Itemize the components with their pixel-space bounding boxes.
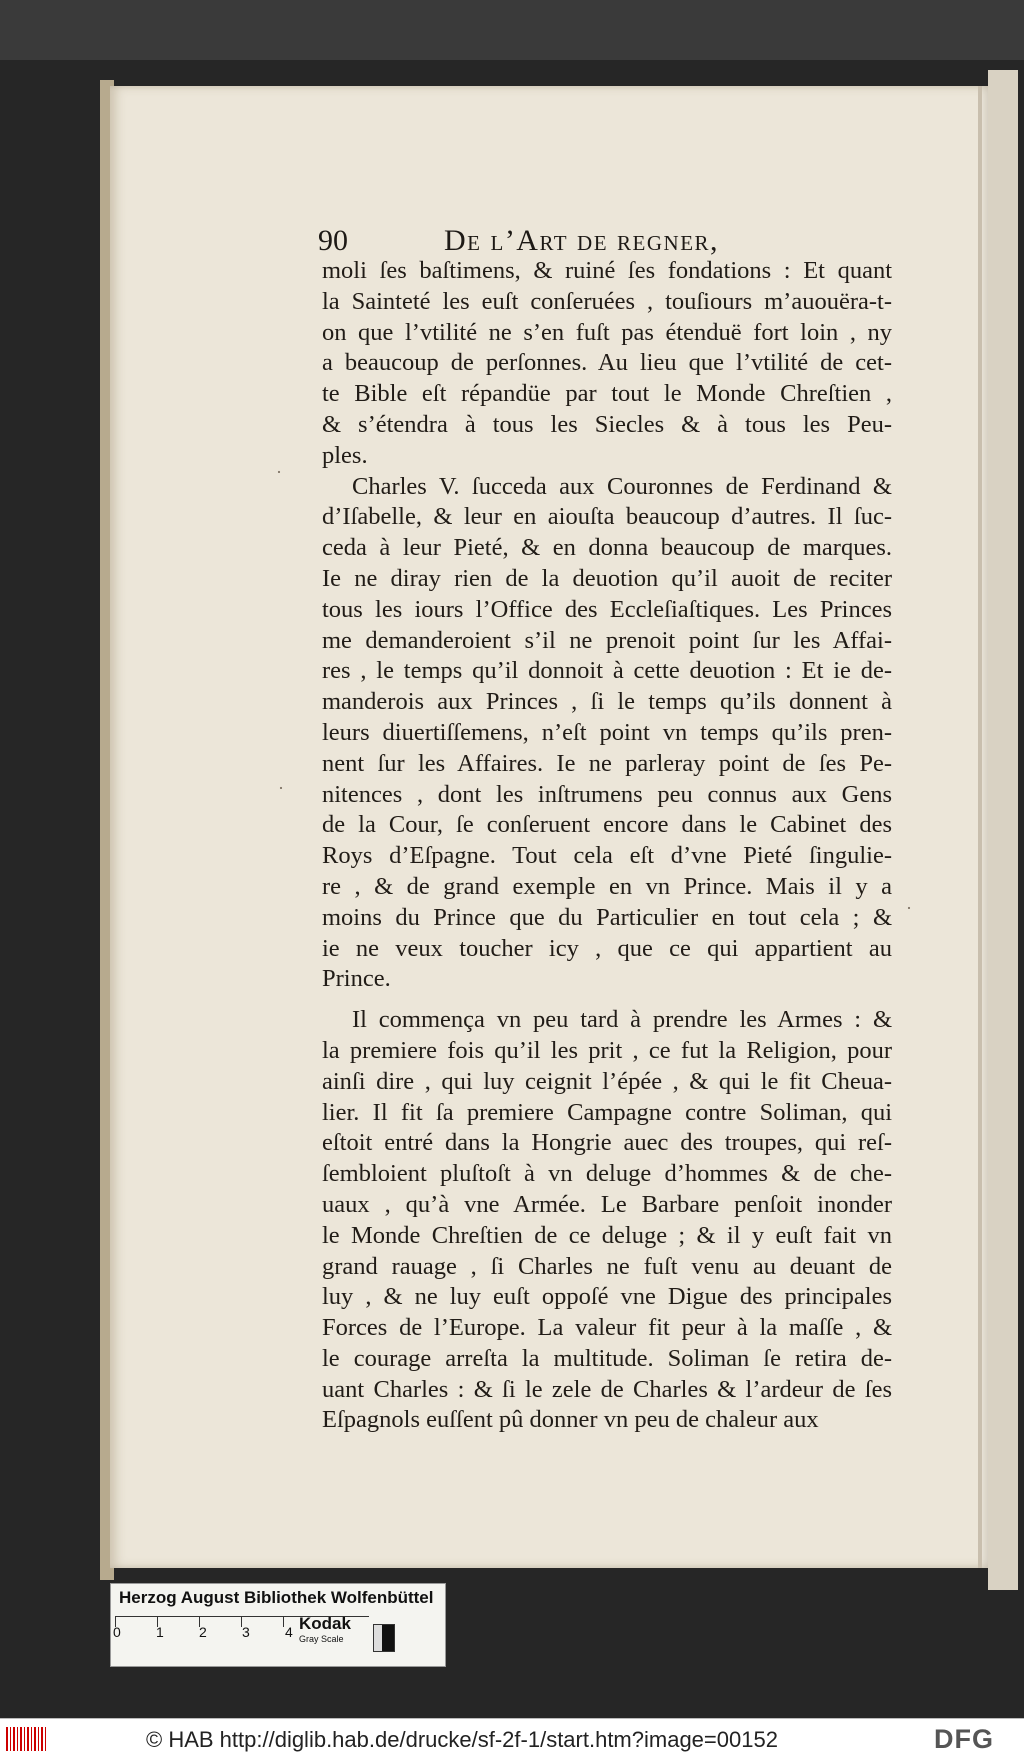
- gray-swatch: [373, 1624, 395, 1652]
- text-line: me demanderoient s’il ne prenoit point ſur les Affai-: [322, 626, 892, 654]
- text-line: Eſpagnols euſſent pû donner vn peu de chaleur aux: [322, 1406, 819, 1434]
- text-line: a beaucoup de perſonnes. Au lieu que l’vtilité de cet-: [322, 349, 892, 377]
- margin-mark: ·: [278, 778, 284, 798]
- text-line: ie ne veux toucher icy , que ce qui appartient au: [322, 934, 892, 962]
- text-line: nent ſur les Affaires. Ie ne parleray point de ſes Pe-: [322, 749, 892, 777]
- text-line: uaux , qu’à vne Armée. Le Barbare penſoit inonder: [322, 1190, 892, 1218]
- text-line: leurs diuertiſſemens, n’eſt point vn temps qu’ils pren-: [322, 718, 892, 746]
- ruler-number: 2: [199, 1624, 207, 1640]
- scan-background-top: [0, 0, 1024, 60]
- text-line: Ie ne diray rien de la deuotion qu’il auoit de reciter: [322, 564, 892, 592]
- copyright-link[interactable]: © HAB http://diglib.hab.de/drucke/sf-2f-1/start.htm?image=00152: [146, 1727, 778, 1752]
- barcode-icon: [6, 1727, 46, 1751]
- text-line: Charles V. ſucceda aux Couronnes de Ferdinand &: [352, 472, 892, 500]
- text-line: ceda à leur Pieté, & en donna beaucoup de marques.: [322, 534, 892, 562]
- text-line: lier. Il fit ſa premiere Campagne contre Soliman, qui: [322, 1098, 892, 1126]
- library-label: [110, 1583, 446, 1667]
- text-line: ainſi dire , qui luy ceignit l’épée , & qui le fit Cheua-: [322, 1067, 892, 1095]
- text-line: uant Charles : & ſi le zele de Charles & l’ardeur de ſes: [322, 1375, 892, 1403]
- footer-bar: [0, 1718, 1024, 1760]
- body-text: [322, 256, 892, 1436]
- kodak-logo: Kodak: [299, 1614, 351, 1633]
- page-number: 90: [318, 224, 348, 257]
- text-line: Roys d’Eſpagne. Tout cela eſt d’vne Pieté ſingulie-: [322, 842, 892, 870]
- text-line: res , le temps qu’il donnoit à cette deuotion : Et ie de-: [322, 657, 892, 685]
- text-line: d’Iſabelle, & leur en aiouſta beaucoup d’autres. Il ſuc-: [322, 503, 892, 531]
- text-line: & s’étendra à tous les Siecles & à tous les Peu-: [322, 410, 892, 438]
- ruler-number: 0: [113, 1624, 121, 1640]
- text-line: Prince.: [322, 965, 391, 993]
- text-line: la premiere fois qu’il les prit , ce fut la Religion, pour: [322, 1036, 892, 1064]
- text-line: tous les iours l’Office des Eccleſiaſtiques. Les Princes: [322, 595, 892, 623]
- text-line: Forces de l’Europe. La valeur fit peur à la maſſe , &: [322, 1314, 892, 1342]
- text-line: eſtoit entré dans la Hongrie auec des troupes, qui reſ-: [322, 1129, 892, 1157]
- running-title: De l’Art de regner,: [444, 224, 720, 257]
- text-line: luy , & ne luy euſt oppoſé vne Digue des principales: [322, 1283, 892, 1311]
- paragraph-gap: [322, 995, 892, 1005]
- ruler-tick: [283, 1617, 284, 1627]
- text-line: manderois aux Princes , ſi le temps qu’ils donnent à: [322, 688, 892, 716]
- facing-page-edge: [988, 70, 1018, 1590]
- ruler-number: 1: [156, 1624, 164, 1640]
- text-line: nitences , dont les inſtrumens peu connus aux Gens: [322, 780, 892, 808]
- margin-mark: ·: [906, 898, 912, 918]
- text-line: on que l’vtilité ne s’en fuſt pas étenduë fort loin , ny: [322, 318, 892, 346]
- text-line: le Monde Chreſtien de ce deluge ; & il y euſt fait vn: [322, 1221, 892, 1249]
- text-line: Il commença vn peu tard à prendre les Armes : &: [352, 1006, 892, 1034]
- text-line: moins du Prince que du Particulier en tout cela ; &: [322, 903, 892, 931]
- library-name: Herzog August Bibliothek Wolfenbüttel: [119, 1588, 434, 1607]
- text-line: re , & de grand exemple en vn Prince. Mais il y a: [322, 872, 892, 900]
- text-line: grand rauage , ſi Charles ne fuſt venu au deuant de: [322, 1252, 892, 1280]
- text-line: de la Cour, ſe conſeruent encore dans le Cabinet des: [322, 811, 892, 839]
- ruler-number: 3: [242, 1624, 250, 1640]
- margin-mark: ·: [276, 462, 282, 482]
- text-line: moli ſes baſtimens, & ruiné ſes fondations : Et quant: [322, 257, 892, 284]
- text-line: ples.: [322, 441, 368, 469]
- gray-scale-caption: Gray Scale: [299, 1634, 344, 1644]
- text-line: ſembloient pluſtoſt à vn deluge d’hommes & de che-: [322, 1160, 892, 1188]
- dfg-logo: DFG: [934, 1724, 994, 1754]
- text-line: te Bible eſt répandüe par tout le Monde Chreſtien ,: [322, 380, 892, 408]
- ruler-number: 4: [285, 1624, 293, 1640]
- text-line: le courage arreſta la multitude. Soliman ſe retira de-: [322, 1344, 892, 1372]
- page-edge-right: [978, 86, 982, 1568]
- text-line: la Sainteté les euſt conſeruées , touſiours m’auouëra-t-: [322, 287, 892, 315]
